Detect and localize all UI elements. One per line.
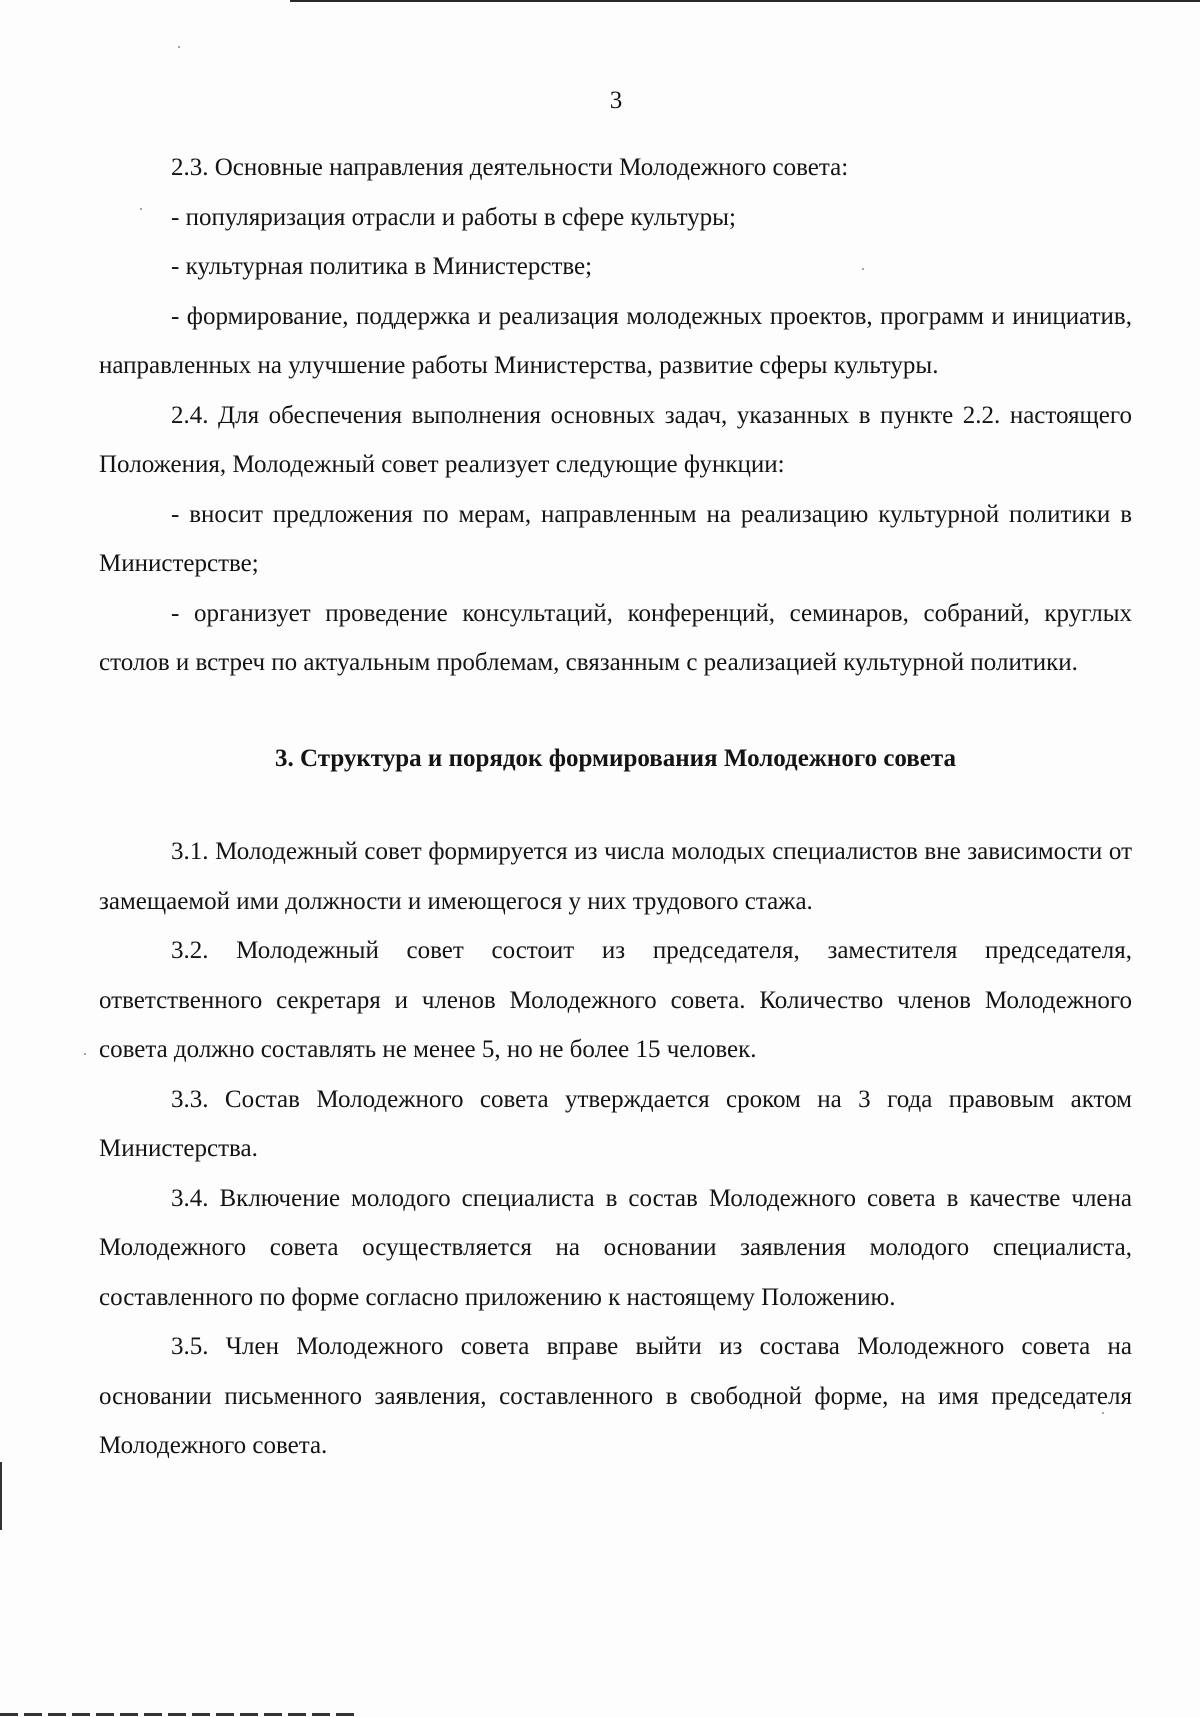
section-3-heading: 3. Структура и порядок формирования Молодежного совета [275, 744, 956, 772]
list-item-popularization: - популяризация отрасли и работы в сфере культуры; [171, 203, 736, 231]
list-item-youth-projects: - формирование, поддержка и реализация молодежных проектов, программ и инициатив, направленных на улучшение работы Министерства, развитие сферы культуры. [99, 302, 1132, 379]
list-item-consultations: - организует проведение консультаций, конференций, семинаров, собраний, круглых столов и встреч по актуальным проблемам, связанным с реализацией культурной политики. [99, 599, 1132, 676]
paragraph-3-4: 3.4. Включение молодого специалиста в состав Молодежного совета в качестве члена Молодежного совета осуществляется на основании заявления молодого специалиста, составленного по форме согласно приложению к настоящему Положению. [99, 1184, 1132, 1311]
paragraph-3-5: 3.5. Член Молодежного совета вправе выйти из состава Молодежного совета на основании письменного заявления, составленного в свободной форме, на имя председателя Молодежного совета. [99, 1333, 1132, 1459]
page-number: 3 [609, 87, 623, 114]
scan-bottom-edge [0, 1713, 360, 1716]
scan-top-edge [290, 0, 1200, 2]
scan-speck [178, 46, 180, 48]
document-body [99, 143, 1132, 1471]
paragraph-2-4: 2.4. Для обеспечения выполнения основных задач, указанных в пункте 2.2. настоящего Положения, Молодежный совет реализует следующие функции: [99, 401, 1132, 478]
list-item-proposals: - вносит предложения по мерам, направленным на реализацию культурной политики в Министерстве; [99, 500, 1132, 577]
list-item-cultural-policy: - культурная политика в Министерстве; [171, 253, 593, 280]
paragraph-2-3: 2.3. Основные направления деятельности Молодежного совета: [171, 154, 849, 181]
scan-speck [84, 1053, 86, 1055]
scan-left-mark [0, 1462, 2, 1530]
paragraph-3-2: 3.2. Молодежный совет состоит из председателя, заместителя председателя, ответственного секретаря и членов Молодежного совета. Количество членов Молодежного совета должно составлять не менее 5, но не более 15 человек. [99, 937, 1132, 1063]
paragraph-3-1: 3.1. Молодежный совет формируется из числа молодых специалистов вне зависимости от замещаемой ими должности и имеющегося у них трудового стажа. [99, 838, 1132, 915]
paragraph-3-3: 3.3. Состав Молодежного совета утверждается сроком на 3 года правовым актом Министерства. [99, 1085, 1132, 1162]
